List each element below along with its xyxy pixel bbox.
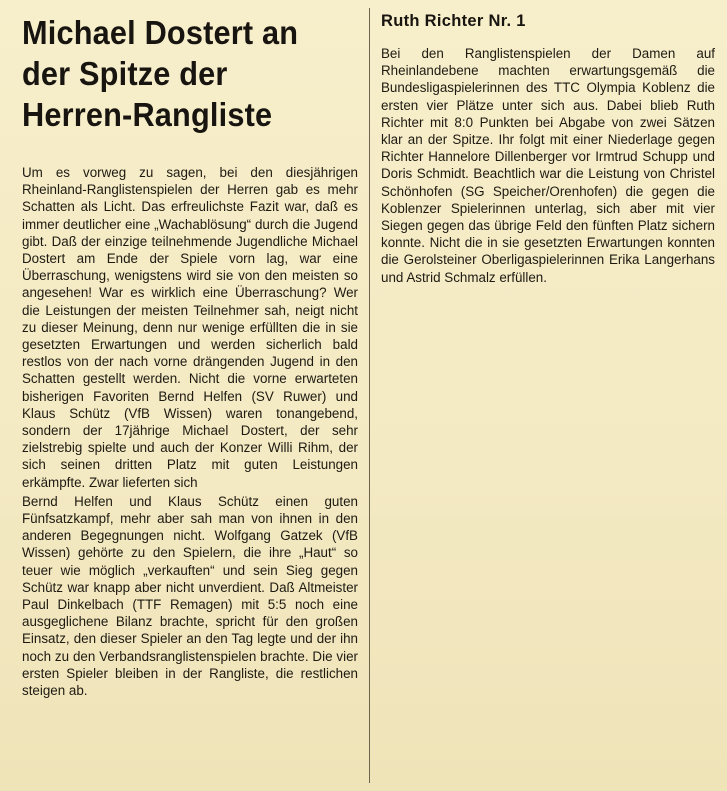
right-article-headline: Ruth Richter Nr. 1	[381, 12, 526, 30]
headline-line-2: der Spitze der	[22, 55, 228, 92]
left-article-body	[22, 164, 358, 699]
headline-line-3: Herren-Rangliste	[22, 96, 273, 133]
right-article-body: Bei den Ranglistenspielen der Damen auf Rheinlandebene machten erwartungsgemäß die Bundesligaspielerinnen des TTC Olympia Koblenz die ersten vier Plätze unter sich aus. Dabei blieb Ruth Richter mit 8:0 Punkten bei Abgabe von zwei Sätzen klar an der Spitze. Ihr folgt mit einer Niederlage gegen Richter Hannelore Dillenberger vor Irmtrud Schupp und Doris Schmidt. Beachtlich war die Leistung von Christel Schönhofen (SG Speicher/Orenhofen) die gegen die Koblenzer Spielerinnen unterlag, sich aber mit vier Siegen gegen das übrige Feld den fünften Platz sichern konnte. Nicht die in sie gesetzten Erwartungen konnten die Gerolsteiner Oberligaspielerinnen Erika Langerhans und Astrid Schmalz erfüllen.	[381, 46, 715, 285]
column-divider	[369, 8, 370, 783]
left-article-paragraph-1: Um es vorweg zu sagen, bei den diesjährigen Rheinland-Ranglistenspielen der Herren gab es mehr Schatten als Licht. Das erfreulichste Fazit war, daß es immer deutlicher eine „Wachablösung“ durch die Jugend gibt. Daß der einzige teilnehmende Jugendliche Michael Dostert am Ende der Spiele vorn lag, war eine Überraschung, wenigstens wird sie von den meisten so angesehen! War es wirklich eine Überraschung? Wer die Leistungen der meisten Teilnehmer sah, neigt nicht zu dieser Meinung, denn nur wenige erfüllten die in sie gesetzten Erwartungen und werden sicherlich bald restlos von der nach vorne drängenden Jugend in den Schatten gestellt werden. Nicht die vorne erwarteten bisherigen Favoriten Bernd Helfen (SV Ruwer) und Klaus Schütz (VfB Wissen) waren tonangebend, sondern der 17jährige Michael Dostert, der sehr zielstrebig spielte und auch der Konzer Willi Rihm, der sich seinen dritten Platz mit guten Leistungen erkämpfte. Zwar lieferten sich	[22, 165, 358, 490]
left-article-headline	[22, 12, 338, 135]
headline-line-1: Michael Dostert an	[22, 14, 299, 51]
left-article-paragraph-2: Bernd Helfen und Klaus Schütz einen guten Fünfsatzkampf, mehr aber sah man von ihnen in den anderen Begegnungen nicht. Wolfgang Gatzek (VfB Wissen) gehörte zu den Spielern, die ihre „Haut“ so teuer wie möglich „verkauften“ und sein Sieg gegen Schütz war knapp aber nicht unverdient. Daß Altmeister Paul Dinkelbach (TTF Remagen) mit 5:5 noch eine ausgeglichene Bilanz brachte, spricht für den großen Einsatz, den dieser Spieler an den Tag legte und der ihn noch zu den Verbandsranglistenspielen brachte. Die vier ersten Spieler bleiben in der Rangliste, die restlichen steigen ab.	[22, 493, 358, 699]
